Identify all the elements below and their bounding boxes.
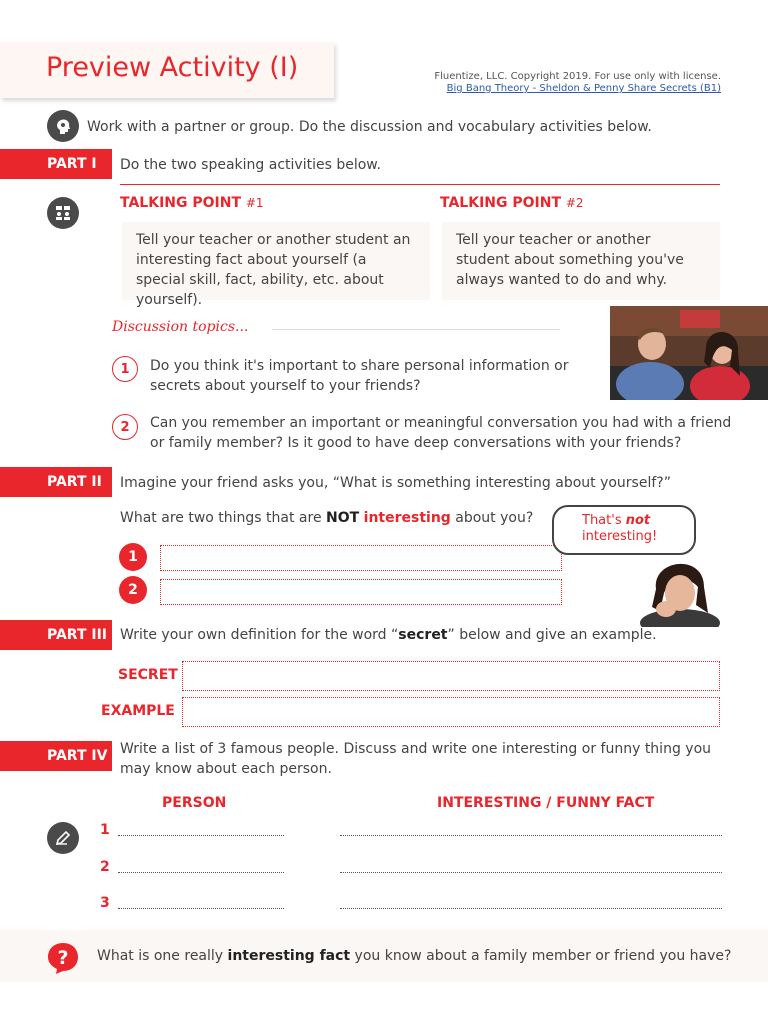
svg-text:?: ? bbox=[57, 947, 69, 969]
part-3-tab: PART III bbox=[0, 620, 112, 650]
topic-number-2: 2 bbox=[112, 414, 138, 440]
talking-point-1-heading: TALKING POINT #1 bbox=[120, 195, 264, 211]
answer-number-2: 2 bbox=[119, 576, 147, 604]
bored-girl-photo bbox=[630, 553, 726, 627]
part-4-tab: PART IV bbox=[0, 741, 112, 771]
part-4-instruction: Write a list of 3 famous people. Discuss and write one interesting or funny thing you may know about each person. bbox=[120, 741, 712, 777]
secret-label: SECRET bbox=[118, 667, 178, 683]
part-2-tab: PART II bbox=[0, 467, 112, 497]
source-link[interactable]: Big Bang Theory - Sheldon & Penny Share Secrets (B1) bbox=[446, 83, 721, 94]
answer-field-2[interactable] bbox=[160, 579, 562, 605]
row-number-2: 2 bbox=[100, 859, 110, 875]
person-line-2[interactable] bbox=[118, 872, 284, 873]
intro-text: Work with a partner or group. Do the discussion and vocabulary activities below. bbox=[87, 119, 652, 135]
example-field[interactable] bbox=[182, 697, 720, 727]
talking-point-2-box: Tell your teacher or another student about something you've always wanted to do and why. bbox=[442, 222, 720, 300]
column-fact: INTERESTING / FUNNY FACT bbox=[437, 795, 655, 811]
discussion-topics-label: Discussion topics... bbox=[112, 319, 249, 335]
topic-2-text: Can you remember an important or meaningful conversation you had with a friend or family member? Is it good to have deep conversations with your friends? bbox=[150, 415, 732, 451]
idea-head-icon bbox=[47, 110, 79, 142]
part-1-tab: PART I bbox=[0, 149, 112, 179]
row-number-3: 3 bbox=[100, 895, 110, 911]
part-2-instruction: Imagine your friend asks you, “What is something interesting about yourself?” bbox=[120, 475, 671, 491]
speech-bubble: That's not interesting! bbox=[552, 505, 696, 555]
topic-number-1: 1 bbox=[112, 356, 138, 382]
page-title: Preview Activity (I) bbox=[46, 52, 299, 83]
person-line-3[interactable] bbox=[118, 908, 284, 909]
row-number-1: 1 bbox=[100, 822, 110, 838]
copyright-text: Fluentize, LLC. Copyright 2019. For use only with license. bbox=[434, 71, 721, 82]
secret-field[interactable] bbox=[182, 661, 720, 691]
part-1-instruction: Do the two speaking activities below. bbox=[120, 157, 381, 173]
sitcom-photo bbox=[610, 306, 768, 400]
fact-line-1[interactable] bbox=[340, 835, 722, 836]
pencil-icon bbox=[47, 822, 79, 854]
topics-rule bbox=[272, 329, 560, 330]
question-bubble-icon bbox=[46, 941, 80, 975]
copyright-block bbox=[434, 71, 721, 95]
talking-point-1-box: Tell your teacher or another student an interesting fact about yourself (a special skill, fact, ability, etc. about yourself). bbox=[122, 222, 430, 300]
topic-1-text: Do you think it's important to share personal information or secrets about yourself to your friends? bbox=[150, 358, 569, 394]
answer-number-1: 1 bbox=[119, 543, 147, 571]
example-label: EXAMPLE bbox=[101, 703, 175, 719]
divider bbox=[120, 184, 720, 185]
fact-line-2[interactable] bbox=[340, 872, 722, 873]
part-3-instruction: Write your own definition for the word “secret” below and give an example. bbox=[120, 627, 657, 643]
fact-line-3[interactable] bbox=[340, 908, 722, 909]
part-2-question: What are two things that are NOT interesting about you? bbox=[120, 510, 534, 526]
person-line-1[interactable] bbox=[118, 835, 284, 836]
talking-point-2-heading: TALKING POINT #2 bbox=[440, 195, 584, 211]
column-person: PERSON bbox=[162, 795, 227, 811]
answer-field-1[interactable] bbox=[160, 545, 562, 571]
footer-question: What is one really interesting fact you know about a family member or friend you have? bbox=[97, 948, 732, 964]
people-talk-icon bbox=[47, 197, 79, 229]
